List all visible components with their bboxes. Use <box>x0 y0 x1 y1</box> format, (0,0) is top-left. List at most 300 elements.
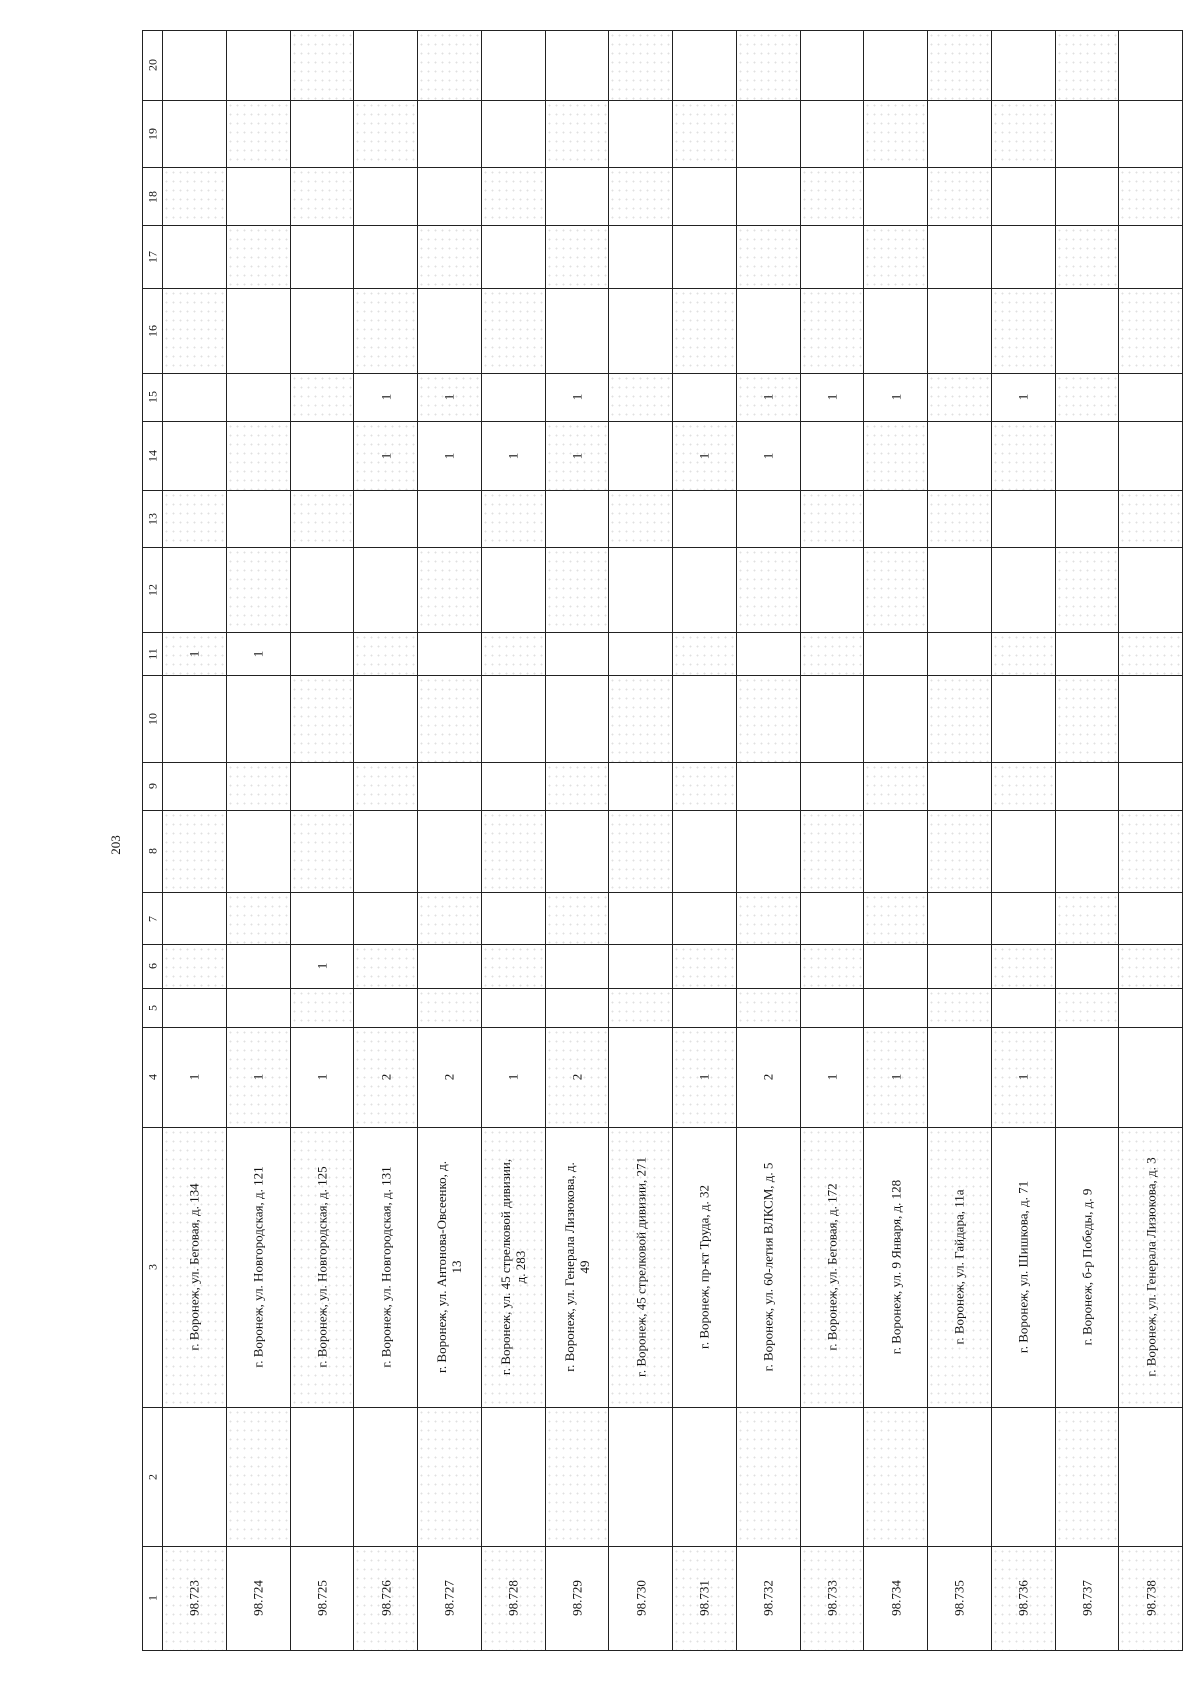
row-number: 98.730 <box>633 1580 649 1617</box>
table-cell <box>290 1407 354 1546</box>
table-cell <box>864 762 928 810</box>
column-band-7 <box>143 893 1183 945</box>
scan-noise <box>418 226 481 288</box>
table-cell <box>1055 100 1119 167</box>
column-header-label: 6 <box>145 963 159 970</box>
row-number: 98.726 <box>378 1580 394 1617</box>
table-cell <box>354 31 418 101</box>
scan-noise <box>609 676 672 762</box>
scan-noise <box>1056 548 1119 632</box>
table-cell <box>1055 547 1119 632</box>
table-cell <box>545 1027 609 1127</box>
cell-value: 1 <box>1015 1073 1031 1081</box>
table-cell <box>991 491 1055 548</box>
scan-noise <box>992 763 1055 810</box>
table-cell <box>928 167 992 226</box>
table-cell <box>163 1127 227 1407</box>
row-number: 98.724 <box>250 1580 266 1617</box>
table-cell <box>864 945 928 988</box>
scan-noise <box>609 374 672 421</box>
scan-noise <box>673 289 736 373</box>
address-text: г. Воронеж, ул. Новгородская, д. 125 <box>314 1166 330 1368</box>
scan-noise <box>928 811 991 893</box>
table-cell <box>736 1407 800 1546</box>
table-cell <box>800 547 864 632</box>
scan-noise <box>801 491 864 547</box>
cell-value: 1 <box>441 452 457 460</box>
scan-noise <box>546 101 609 167</box>
table-cell <box>736 31 800 101</box>
table-cell <box>991 762 1055 810</box>
table-cell <box>1055 226 1119 289</box>
address-text: г. Воронеж, 45 стрелковой дивизии, 271 <box>633 1157 649 1378</box>
table-cell <box>545 289 609 374</box>
scan-noise <box>418 989 481 1027</box>
table-cell <box>1055 1407 1119 1546</box>
table-cell <box>226 1546 290 1650</box>
table-cell <box>481 1127 545 1407</box>
column-band-16 <box>143 289 1183 374</box>
column-band-15 <box>143 374 1183 422</box>
table-cell <box>928 226 992 289</box>
table-cell <box>163 374 227 422</box>
column-header <box>143 100 163 167</box>
scan-noise <box>737 548 800 632</box>
column-header-label: 15 <box>145 391 159 404</box>
table-cell <box>418 1407 482 1546</box>
scan-noise <box>291 989 354 1027</box>
table-cell <box>418 945 482 988</box>
table-cell <box>481 31 545 101</box>
table-cell <box>736 988 800 1027</box>
table-cell <box>481 374 545 422</box>
scan-noise <box>482 945 545 987</box>
table-cell <box>673 547 737 632</box>
table-cell <box>1119 632 1183 675</box>
table-cell <box>609 762 673 810</box>
table-cell <box>928 491 992 548</box>
table-cell <box>800 226 864 289</box>
cell-value: 2 <box>441 1073 457 1081</box>
table-cell <box>673 226 737 289</box>
table-cell <box>673 1546 737 1650</box>
table-cell <box>800 421 864 491</box>
scan-noise <box>227 226 290 288</box>
table-cell <box>163 421 227 491</box>
table-cell <box>991 547 1055 632</box>
scan-noise <box>291 676 354 762</box>
table-cell <box>163 31 227 101</box>
table-cell <box>354 421 418 491</box>
table-cell <box>1055 988 1119 1027</box>
scan-noise <box>291 491 354 547</box>
table-cell <box>736 167 800 226</box>
table-cell <box>1055 810 1119 893</box>
scan-noise <box>864 893 927 944</box>
column-header-label: 10 <box>145 712 159 725</box>
table-cell <box>481 762 545 810</box>
table-cell <box>290 945 354 988</box>
table-cell <box>1119 675 1183 762</box>
scan-noise <box>291 811 354 893</box>
table-cell <box>226 31 290 101</box>
table-cell <box>1055 31 1119 101</box>
table-cell <box>163 675 227 762</box>
column-band-4 <box>143 1027 1183 1127</box>
table-cell <box>736 893 800 945</box>
table-cell <box>928 810 992 893</box>
scan-noise <box>928 31 991 100</box>
table-cell <box>864 675 928 762</box>
scan-noise <box>864 1408 927 1546</box>
table-cell <box>354 491 418 548</box>
table-cell <box>1119 893 1183 945</box>
scan-noise <box>227 422 290 491</box>
table-cell <box>354 226 418 289</box>
cell-value: 1 <box>186 650 202 657</box>
scan-noise <box>737 989 800 1027</box>
row-number: 98.725 <box>314 1580 330 1617</box>
cell-value: 1 <box>696 1073 712 1081</box>
table-cell <box>991 945 1055 988</box>
table-cell <box>1119 810 1183 893</box>
cell-value: 2 <box>569 1073 585 1081</box>
scan-noise <box>864 226 927 288</box>
table-cell <box>673 374 737 422</box>
column-header-label: 18 <box>145 190 159 203</box>
table-cell <box>609 374 673 422</box>
table-cell <box>609 167 673 226</box>
table-cell <box>481 810 545 893</box>
scan-noise <box>609 491 672 547</box>
table-cell <box>418 632 482 675</box>
table-cell <box>418 1027 482 1127</box>
scan-noise <box>482 811 545 893</box>
table-cell <box>1119 1127 1183 1407</box>
table-cell <box>673 945 737 988</box>
row-number: 98.727 <box>441 1580 457 1617</box>
scan-noise <box>227 893 290 944</box>
table-cell <box>226 289 290 374</box>
address-text: г. Воронеж, ул. Генерала Лизюкова, д. 3 <box>1143 1157 1159 1377</box>
column-band-13 <box>143 491 1183 548</box>
address-text: г. Воронеж, ул. Гайдара, 11а <box>951 1189 967 1345</box>
scan-noise <box>992 422 1055 491</box>
table-cell <box>864 988 928 1027</box>
table-cell <box>290 1027 354 1127</box>
column-header-label: 5 <box>145 1004 159 1011</box>
table-cell <box>609 988 673 1027</box>
table-cell <box>736 421 800 491</box>
cell-value: 2 <box>378 1073 394 1081</box>
table-cell <box>928 289 992 374</box>
cell-value: 1 <box>378 394 394 401</box>
scan-noise <box>163 289 226 373</box>
scan-noise <box>227 1408 290 1546</box>
table-cell <box>226 675 290 762</box>
scan-noise <box>1056 989 1119 1027</box>
table-cell <box>545 945 609 988</box>
table-cell <box>736 226 800 289</box>
column-header-label: 9 <box>145 783 159 790</box>
scan-noise <box>737 31 800 100</box>
table-cell <box>1119 226 1183 289</box>
table-cell <box>418 491 482 548</box>
table-cell <box>226 167 290 226</box>
table-cell <box>290 31 354 101</box>
table-cell <box>609 226 673 289</box>
cell-value: 1 <box>760 452 776 460</box>
table-cell <box>609 945 673 988</box>
table-cell <box>226 945 290 988</box>
table-cell <box>864 374 928 422</box>
table-cell <box>800 491 864 548</box>
cell-value: 1 <box>696 452 712 460</box>
table-cell <box>226 421 290 491</box>
table-cell <box>1055 945 1119 988</box>
column-header <box>143 547 163 632</box>
table-cell <box>864 1027 928 1127</box>
scan-noise <box>1119 168 1182 226</box>
table-cell <box>418 289 482 374</box>
column-band-10 <box>143 675 1183 762</box>
table-cell <box>418 31 482 101</box>
table-cell <box>290 893 354 945</box>
table-cell <box>354 1127 418 1407</box>
table-cell <box>864 226 928 289</box>
table-cell <box>418 1127 482 1407</box>
table-cell <box>163 289 227 374</box>
column-header-label: 3 <box>145 1264 159 1271</box>
column-header <box>143 31 163 101</box>
scan-noise <box>609 811 672 893</box>
address-text: г. Воронеж, ул. 45 стрелковой дивизии, д. 283 <box>498 1159 529 1376</box>
scan-noise <box>1056 676 1119 762</box>
table-cell <box>545 167 609 226</box>
table-cell <box>354 547 418 632</box>
table-cell <box>354 988 418 1027</box>
column-header-label: 4 <box>145 1074 159 1081</box>
table-cell <box>481 1407 545 1546</box>
scan-noise <box>928 168 991 226</box>
column-band-20 <box>143 31 1183 101</box>
table-cell <box>481 226 545 289</box>
table-cell <box>1055 1127 1119 1407</box>
table-cell <box>928 632 992 675</box>
scan-noise <box>673 633 736 675</box>
table-cell <box>481 945 545 988</box>
table-cell <box>481 491 545 548</box>
table-cell <box>928 1127 992 1407</box>
column-band-12 <box>143 547 1183 632</box>
table-cell <box>1055 167 1119 226</box>
table-cell <box>1119 100 1183 167</box>
table-cell <box>418 167 482 226</box>
table-cell <box>673 988 737 1027</box>
column-header <box>143 810 163 893</box>
column-band-11 <box>143 632 1183 675</box>
scan-noise <box>737 676 800 762</box>
table-cell <box>800 810 864 893</box>
table-cell <box>991 632 1055 675</box>
scan-noise <box>992 633 1055 675</box>
scan-noise <box>482 633 545 675</box>
address-text: г. Воронеж, ул. Новгородская, д. 121 <box>250 1166 266 1368</box>
cell-value: 1 <box>760 394 776 401</box>
scan-noise <box>1056 226 1119 288</box>
table-cell <box>800 289 864 374</box>
table-cell <box>545 1546 609 1650</box>
table-cell <box>928 31 992 101</box>
scan-noise <box>609 989 672 1027</box>
table-cell <box>1119 31 1183 101</box>
table-cell <box>673 762 737 810</box>
table-cell <box>354 762 418 810</box>
table-cell <box>163 893 227 945</box>
column-header <box>143 945 163 988</box>
table-cell <box>290 491 354 548</box>
column-header-label: 13 <box>145 513 159 526</box>
table-cell <box>418 421 482 491</box>
column-band-1 <box>143 1546 1183 1650</box>
scan-noise <box>1119 633 1182 675</box>
table-cell <box>1119 421 1183 491</box>
table-cell <box>800 1407 864 1546</box>
scan-noise <box>1119 289 1182 373</box>
table-cell <box>736 1546 800 1650</box>
column-header <box>143 167 163 226</box>
table-cell <box>609 547 673 632</box>
scan-noise <box>737 893 800 944</box>
table-cell <box>481 547 545 632</box>
table-cell <box>736 810 800 893</box>
table-cell <box>163 547 227 632</box>
table-cell <box>673 1127 737 1407</box>
column-header <box>143 1027 163 1127</box>
table-cell <box>481 675 545 762</box>
table-cell <box>1119 1027 1183 1127</box>
table-cell <box>864 1127 928 1407</box>
column-band-9 <box>143 762 1183 810</box>
scan-noise <box>928 374 991 421</box>
table-cell <box>545 675 609 762</box>
address-text: г. Воронеж, ул. Шишкова, д. 71 <box>1015 1181 1031 1354</box>
table-cell <box>1055 374 1119 422</box>
column-header <box>143 893 163 945</box>
scan-noise <box>864 422 927 491</box>
table-cell <box>163 762 227 810</box>
table-cell <box>481 1027 545 1127</box>
register-table <box>142 30 1183 1651</box>
table-cell <box>673 632 737 675</box>
table-cell <box>991 31 1055 101</box>
table-cell <box>800 945 864 988</box>
table-cell <box>226 988 290 1027</box>
table-cell <box>545 491 609 548</box>
scan-noise <box>418 31 481 100</box>
table-cell <box>545 31 609 101</box>
address-text: г. Воронеж, пр-кт Труда, д. 32 <box>696 1185 712 1350</box>
table-cell <box>163 945 227 988</box>
table-cell <box>226 632 290 675</box>
table-cell <box>736 675 800 762</box>
scan-noise <box>418 676 481 762</box>
scan-noise <box>163 945 226 987</box>
column-header <box>143 1546 163 1650</box>
table-cell <box>290 547 354 632</box>
scan-noise <box>737 1408 800 1546</box>
table-cell <box>226 547 290 632</box>
table-cell <box>163 100 227 167</box>
scan-noise <box>291 374 354 421</box>
cell-value: 1 <box>505 452 521 460</box>
scan-noise <box>354 763 417 810</box>
scan-noise <box>354 101 417 167</box>
table-cell <box>418 675 482 762</box>
scan-noise <box>609 31 672 100</box>
table-cell <box>418 226 482 289</box>
table-cell <box>481 421 545 491</box>
cell-value: 1 <box>378 452 394 460</box>
table-cell <box>354 810 418 893</box>
scan-noise <box>737 226 800 288</box>
row-number: 98.731 <box>696 1580 712 1617</box>
table-cell <box>1055 289 1119 374</box>
scan-noise <box>1056 31 1119 100</box>
table-cell <box>928 547 992 632</box>
scan-noise <box>1056 374 1119 421</box>
table-cell <box>1119 1407 1183 1546</box>
column-band-5 <box>143 988 1183 1027</box>
table-cell <box>673 1407 737 1546</box>
table-cell <box>609 491 673 548</box>
table-cell <box>354 893 418 945</box>
column-header-label: 11 <box>145 647 159 660</box>
table-cell <box>864 1407 928 1546</box>
address-text: г. Воронеж, ул. Беговая, д. 134 <box>186 1183 202 1351</box>
column-header <box>143 1127 163 1407</box>
column-header-label: 2 <box>145 1473 159 1480</box>
row-number: 98.732 <box>760 1580 776 1617</box>
address-text: г. Воронеж, ул. Генерала Лизюкова, д. 49 <box>561 1162 592 1372</box>
scan-noise <box>227 763 290 810</box>
scan-noise <box>1119 491 1182 547</box>
cell-value: 1 <box>569 452 585 460</box>
table-cell <box>609 893 673 945</box>
table-cell <box>736 100 800 167</box>
table-cell <box>736 374 800 422</box>
table-cell <box>354 167 418 226</box>
row-number: 98.728 <box>505 1580 521 1617</box>
table-cell <box>609 1027 673 1127</box>
table-cell <box>354 675 418 762</box>
table-cell <box>609 100 673 167</box>
table-cell <box>864 100 928 167</box>
cell-value: 1 <box>186 1073 202 1081</box>
table-cell <box>290 762 354 810</box>
cell-value: 1 <box>1015 394 1031 401</box>
scan-noise <box>864 101 927 167</box>
scan-noise <box>418 1408 481 1546</box>
table-cell <box>928 762 992 810</box>
scan-noise <box>992 945 1055 987</box>
cell-value: 1 <box>250 1073 266 1081</box>
cell-value: 1 <box>505 1073 521 1081</box>
column-band-19 <box>143 100 1183 167</box>
scan-noise <box>546 763 609 810</box>
table-cell <box>354 945 418 988</box>
column-header-label: 16 <box>145 325 159 338</box>
